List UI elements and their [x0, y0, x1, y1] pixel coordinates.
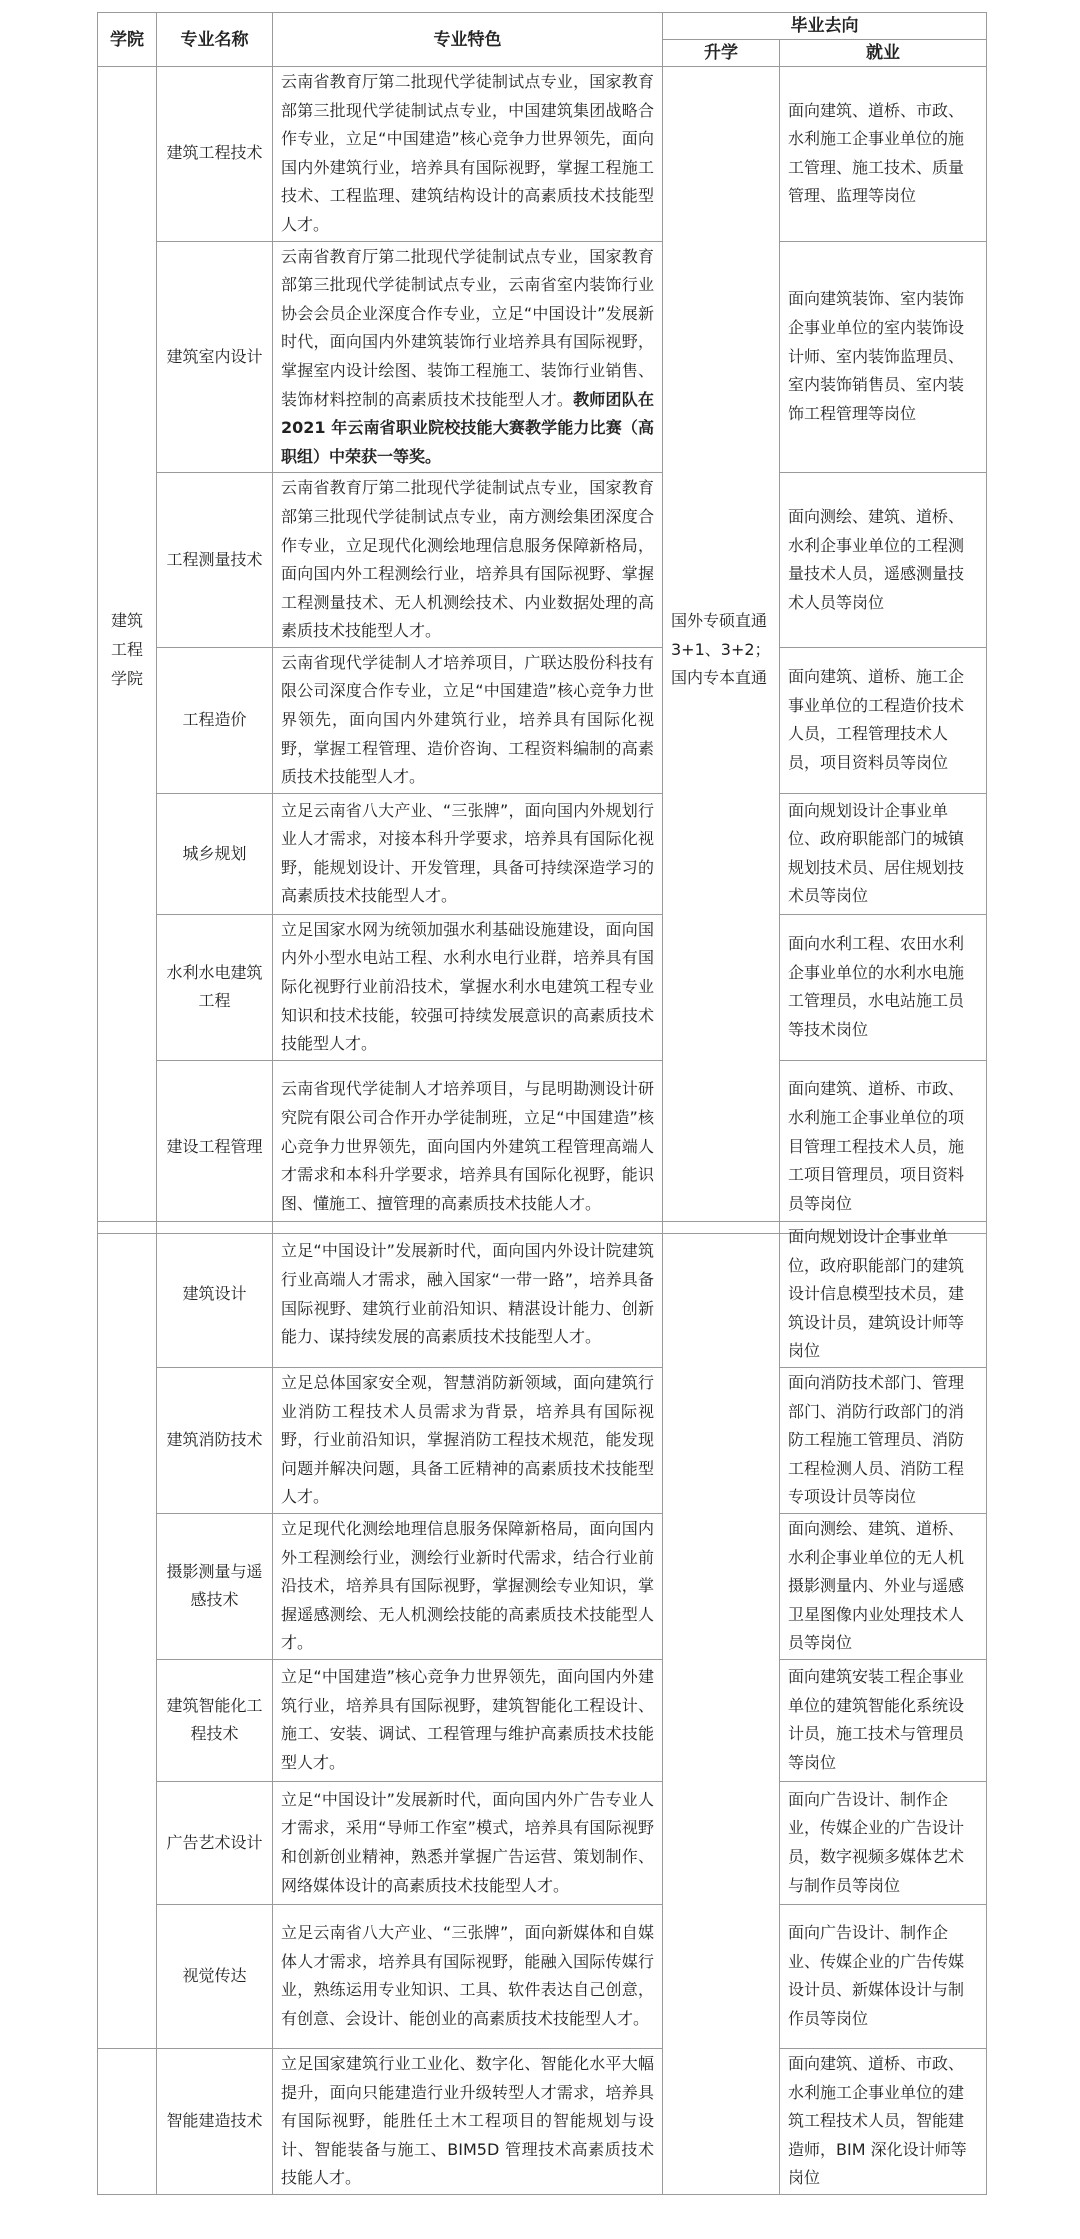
employment-text: 面向建筑、道桥、施工企事业单位的工程造价技术人员，工程管理技术人员，项目资料员等岗位 [780, 647, 987, 793]
header-major: 专业名称 [157, 13, 273, 67]
header-features: 专业特色 [273, 13, 663, 67]
header-destination: 毕业去向 [663, 13, 987, 40]
major-features: 立足总体国家安全观，智慧消防新领域，面向建筑行业消防工程技术人员需求为背景，培养具有国际视野，行业前沿知识，掌握消防工程技术规范，能发现问题并解决问题，具备工匠精神的高素质技术技能型人才。 [273, 1368, 663, 1514]
employment-text: 面向广告设计、制作企业、传媒企业的广告传媒设计员、新媒体设计与制作员等岗位 [780, 1904, 987, 2048]
table-row [98, 1368, 987, 1514]
major-features: 立足国家建筑行业工业化、数字化、智能化水平大幅提升，面向只能建造行业升级转型人才需求，培养具有国际视野，能胜任土木工程项目的智能规划与设计、智能装备与施工、BIM5D 管理技术高素质技术技能人才。 [273, 2048, 663, 2194]
major-name: 建筑智能化工程技术 [157, 1659, 273, 1781]
majors-table-part2 [97, 1221, 987, 2195]
major-features: 云南省现代学徒制人才培养项目，与昆明勘测设计研究院有限公司合作开办学徒制班，立足“中国建造”核心竞争力世界领先，面向国内外建筑工程管理高端人才需求和本科升学要求，培养具有国际化视野，能识图、懂施工、擅管理的高素质技术技能人才。 [273, 1060, 663, 1233]
table-row [98, 1659, 987, 1781]
major-name: 工程造价 [157, 647, 273, 793]
employment-text: 面向建筑、道桥、市政、水利施工企事业单位的项目管理工程技术人员，施工项目管理员，项目资料员等岗位 [780, 1060, 987, 1233]
table-row [98, 1513, 987, 1659]
major-name: 摄影测量与遥感技术 [157, 1513, 273, 1659]
table-row [98, 1060, 987, 1233]
major-name: 建筑室内设计 [157, 241, 273, 473]
table-row [98, 67, 987, 242]
major-features: 云南省现代学徒制人才培养项目，广联达股份科技有限公司深度合作专业，立足“中国建造”核心竞争力世界领先，面向国内外建筑行业，培养具有国际化视野，掌握工程管理、造价咨询、工程资料编制的高素质技术技能型人才。 [273, 647, 663, 793]
major-features: 立足国家水网为统领加强水利基础设施建设，面向国内外小型水电站工程、水利水电行业群，培养具有国际化视野行业前沿技术，掌握水利水电建筑工程专业知识和技术技能，较强可持续发展意识的高素质技术技能型人才。 [273, 914, 663, 1060]
employment-text: 面向水利工程、农田水利企事业单位的水利水电施工管理员，水电站施工员等技术岗位 [780, 914, 987, 1060]
header-employment: 就业 [780, 40, 987, 67]
major-name: 建设工程管理 [157, 1060, 273, 1233]
table-row [98, 1781, 987, 1904]
employment-text: 面向建筑安装工程企事业单位的建筑智能化系统设计员，施工技术与管理员等岗位 [780, 1659, 987, 1781]
major-name: 视觉传达 [157, 1904, 273, 2048]
table-row [98, 1904, 987, 2048]
college-name: 建筑工程学院 [98, 67, 157, 1234]
major-name: 工程测量技术 [157, 473, 273, 648]
major-name: 建筑消防技术 [157, 1368, 273, 1514]
major-name: 建筑工程技术 [157, 67, 273, 242]
major-features: 云南省教育厅第二批现代学徒制试点专业，国家教育部第三批现代学徒制试点专业，中国建筑集团战略合作专业，立足“中国建造”核心竞争力世界领先，面向国内外建筑行业，培养具有国际视野，掌握工程施工技术、工程监理、建筑结构设计的高素质技术技能型人才。 [273, 67, 663, 242]
further-study-cell-empty [663, 1222, 780, 2195]
header-further-study: 升学 [663, 40, 780, 67]
major-name: 智能建造技术 [157, 2048, 273, 2194]
major-name: 建筑设计 [157, 1222, 273, 1368]
employment-text: 面向测绘、建筑、道桥、水利企事业单位的工程测量技术人员，遥感测量技术人员等岗位 [780, 473, 987, 648]
major-features: 立足“中国建造”核心竞争力世界领先，面向国内外建筑行业，培养具有国际视野，建筑智能化工程设计、施工、安装、调试、工程管理与维护高素质技术技能型人才。 [273, 1659, 663, 1781]
employment-text: 面向建筑、道桥、市政、水利施工企事业单位的施工管理、施工技术、质量管理、监理等岗位 [780, 67, 987, 242]
table-row [98, 473, 987, 648]
major-features: 立足“中国设计”发展新时代，面向国内外设计院建筑行业高端人才需求，融入国家“一带一路”，培养具备国际视野、建筑行业前沿知识、精湛设计能力、创新能力、谋持续发展的高素质技术技能型人才。 [273, 1222, 663, 1368]
employment-text: 面向规划设计企事业单位、政府职能部门的城镇规划技术员、居住规划技术员等岗位 [780, 793, 987, 914]
employment-text: 面向广告设计、制作企业，传媒企业的广告设计员，数字视频多媒体艺术与制作员等岗位 [780, 1781, 987, 1904]
major-name: 城乡规划 [157, 793, 273, 914]
award-note: 教师团队在 2021 年云南省职业院校技能大赛教学能力比赛（高职组）中荣获一等奖。 [281, 389, 654, 466]
table-row [98, 793, 987, 914]
header-college: 学院 [98, 13, 157, 67]
major-features: 立足云南省八大产业、“三张牌”，面向新媒体和自媒体人才需求，培养具有国际视野，能融入国际传媒行业，熟练运用专业知识、工具、软件表达自己创意，有创意、会设计、能创业的高素质技术技能型人才。 [273, 1904, 663, 2048]
major-features: 云南省教育厅第二批现代学徒制试点专业，国家教育部第三批现代学徒制试点专业，南方测绘集团深度合作专业，立足现代化测绘地理信息服务保障新格局，面向国内外工程测绘行业，培养具有国际视野、掌握工程测量技术、无人机测绘技术、内业数据处理的高素质技术技能型人才。 [273, 473, 663, 648]
major-name: 广告艺术设计 [157, 1781, 273, 1904]
major-features-text: 云南省教育厅第二批现代学徒制试点专业，国家教育部第三批现代学徒制试点专业，云南省室内装饰行业协会会员企业深度合作专业，立足“中国设计”发展新时代，面向国内外建筑装饰行业培养具有国际视野，掌握室内设计绘图、装饰工程施工、装饰行业销售、装饰材料控制的高素质技术技能型人才。 [281, 246, 654, 409]
major-features: 立足云南省八大产业、“三张牌”，面向国内外规划行业人才需求，对接本科升学要求，培养具有国际化视野，能规划设计、开发管理，具备可持续深造学习的高素质技术技能型人才。 [273, 793, 663, 914]
major-features [273, 241, 663, 473]
employment-text: 面向测绘、建筑、道桥、水利企事业单位的无人机摄影测量内、外业与遥感卫星图像内业处理技术人员等岗位 [780, 1513, 987, 1659]
employment-text: 面向消防技术部门、管理部门、消防行政部门的消防工程施工管理员、消防工程检测人员、消防工程专项设计员等岗位 [780, 1368, 987, 1514]
major-features: 立足现代化测绘地理信息服务保障新格局，面向国内外工程测绘行业，测绘行业新时代需求，结合行业前沿技术，培养具有国际视野，掌握测绘专业知识，掌握遥感测绘、无人机测绘技能的高素质技术技能型人才。 [273, 1513, 663, 1659]
employment-text: 面向建筑装饰、室内装饰企事业单位的室内装饰设计师、室内装饰监理员、室内装饰销售员、室内装饰工程管理等岗位 [780, 241, 987, 473]
table-row [98, 647, 987, 793]
major-features: 立足“中国设计”发展新时代，面向国内外广告专业人才需求，采用“导师工作室”模式，培养具有国际视野和创新创业精神，熟悉并掌握广告运营、策划制作、网络媒体设计的高素质技术技能型人才。 [273, 1781, 663, 1904]
employment-text: 面向建筑、道桥、市政、水利施工企事业单位的建筑工程技术人员，智能建造师，BIM 深化设计师等岗位 [780, 2048, 987, 2194]
college-cell-empty [98, 1222, 157, 2049]
table-row [98, 2048, 987, 2194]
table-row [98, 914, 987, 1060]
major-name: 水利水电建筑工程 [157, 914, 273, 1060]
further-study-path: 国外专硕直通 3+1、3+2；国内专本直通 [663, 67, 780, 1234]
table-row [98, 241, 987, 473]
table-row [98, 1222, 987, 1368]
majors-table-part1 [97, 12, 987, 1234]
college-cell-empty [98, 2048, 157, 2194]
employment-text: 面向规划设计企事业单位，政府职能部门的建筑设计信息模型技术员，建筑设计员，建筑设计师等岗位 [780, 1222, 987, 1368]
